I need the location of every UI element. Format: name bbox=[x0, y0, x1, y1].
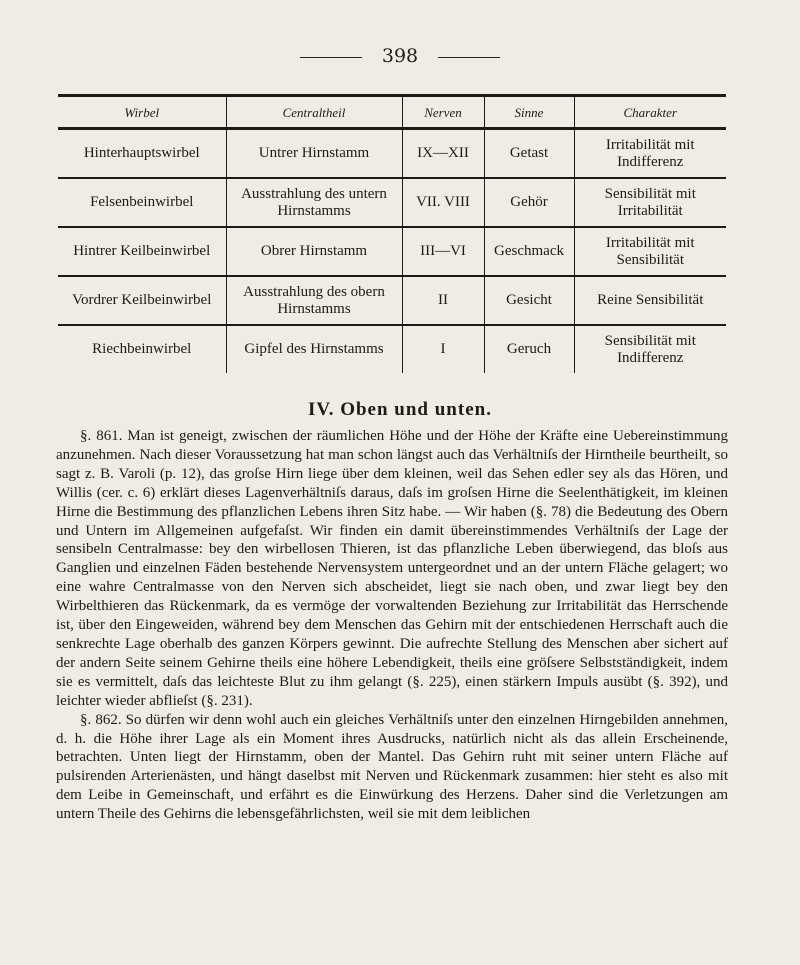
table-cell: VII. VIII bbox=[402, 178, 484, 227]
table-row bbox=[58, 276, 726, 325]
table-cell: Hintrer Keilbeinwirbel bbox=[58, 227, 226, 276]
table-cell: Ausstrahlung des untern Hirnstamms bbox=[226, 178, 402, 227]
table-cell: Irritabilität mit Sensibilität bbox=[574, 227, 726, 276]
table-cell: Riechbeinwirbel bbox=[92, 341, 192, 357]
table-cell: Geschmack bbox=[484, 227, 574, 276]
table-cell: Reine Sensibilität bbox=[574, 276, 726, 325]
body-text bbox=[56, 427, 728, 824]
table-cell: I bbox=[402, 325, 484, 373]
column-header-charakter: Charakter bbox=[574, 96, 726, 129]
column-header-wirbel: Wirbel bbox=[58, 96, 226, 129]
header-rule-left bbox=[300, 57, 362, 58]
paragraph-862: §. 862. So dürfen wir denn wohl auch ein gleiches Verhältniſs unter den einzelnen Hirngebilden annehmen, d. h. die Höhe ihrer Lage als ein Moment ihres Ausdrucks, natürlich nicht als das allein Erscheinende, betrachten. Unten liegt der Hirnstamm, oben der Mantel. Das Gehirn ruht mit seiner untern Fläche auf pulsirenden Arterienästen, und hängt daselbst mit Nerven und Rückenmark zusammen: hier steht es also mit dem Leibe in Gemeinschaft, und erfährt es die Einwürkung des Herzens. Daher sind die Verletzungen am untern Theile des Gehirns die lebensgefährlichsten, weil sie mit dem leiblichen bbox=[56, 711, 728, 823]
table-cell: Geruch bbox=[484, 325, 574, 373]
column-header-sinne: Sinne bbox=[484, 96, 574, 129]
table-cell: IX—XII bbox=[402, 129, 484, 179]
table-cell: Ausstrahlung des obern Hirnstamms bbox=[226, 276, 402, 325]
table-cell: Gipfel des Hirnstamms bbox=[226, 325, 402, 373]
page-header bbox=[0, 44, 800, 68]
table-row bbox=[58, 129, 726, 179]
table-row bbox=[58, 178, 726, 227]
vertebra-classification-table bbox=[58, 94, 726, 373]
page-number: 398 bbox=[381, 45, 419, 67]
table-row bbox=[58, 227, 726, 276]
table-cell: Hinterhauptswirbel bbox=[58, 129, 226, 179]
column-header-centraltheil: Centraltheil bbox=[226, 96, 402, 129]
paragraph-861: §. 861. Man ist geneigt, zwischen der räumlichen Höhe und der Höhe der Kräfte eine Uebereinstimmung anzunehmen. Nach dieser Voraussetzung hat man schon längst auch das Verhältniſs der Hirntheile beurtheilt, so sagt z. B. Varoli (p. 12), das groſse Hirn liege über dem kleinen, weil das Sehen edler sey als das Hören, und Willis (cer. c. 6) erklärt dieses Lagenverhältniſs daraus, daſs im groſsen Hirne die Seelenthätigkeit, im kleinen Hirne die Bestimmung des pflanzlichen Lebens ihren Sitz habe. — Wir haben (§. 78) die Bedeutung des Obern und Untern im Allgemeinen aufgefaſst. Wir finden ein damit übereinstimmendes Verhältniſs der Lage der sensibeln Centralmasse: bey den wirbellosen Thieren, ist das pflanzliche Leben überwiegend, das bloſs aus Ganglien und einzelnen Fäden bestehende Nervensystem untergeordnet und an der untern Fläche gelagert; wo eine wahre Centralmasse von den Nerven sich abscheidet, liegt sie nach oben, und zwar liegt bey den Wirbelthieren das Rückenmark, da es vermöge der vorwaltenden Beziehung zur Irritabilität das Herrschende ist, über den Eingeweiden, während bey dem Menschen das Gehirn mit der entschiedenen Herrschaft auch die senkrechte Lage oberhalb des ganzen Körpers gewinnt. Die aufrechte Stellung des Menschen aber sichert auf der andern Seite seinem Gehirne theils eine höhere Lebendigkeit, theils eine gröſsere Selbstständigkeit, indem sie es vermittelt, daſs das leichteste Blut zu ihm gelangt (§. 225), einen stärkern Impuls ausübt (§. 392), und leichter wieder abflieſst (§. 231). bbox=[56, 428, 728, 709]
table-cell: Getast bbox=[484, 129, 574, 179]
table-cell: Sensibilität mit Irritabilität bbox=[574, 178, 726, 227]
table-cell: Untrer Hirnstamm bbox=[226, 129, 402, 179]
table-cell: III—VI bbox=[402, 227, 484, 276]
table-cell: Felsenbeinwirbel bbox=[58, 178, 226, 227]
table-cell: II bbox=[402, 276, 484, 325]
section-heading: IV. Oben und unten. bbox=[308, 399, 492, 420]
table-row bbox=[58, 325, 726, 373]
table-cell: Gesicht bbox=[484, 276, 574, 325]
column-header-nerven: Nerven bbox=[402, 96, 484, 129]
header-rule-right bbox=[438, 57, 500, 58]
table-cell: Irritabilität mit Indifferenz bbox=[574, 129, 726, 179]
table-cell: Sensibilität mit Indifferenz bbox=[574, 325, 726, 373]
table-cell: Obrer Hirnstamm bbox=[226, 227, 402, 276]
table-header-row bbox=[58, 96, 726, 129]
table-cell: Vordrer Keilbeinwirbel bbox=[58, 276, 226, 325]
table-cell: Gehör bbox=[484, 178, 574, 227]
